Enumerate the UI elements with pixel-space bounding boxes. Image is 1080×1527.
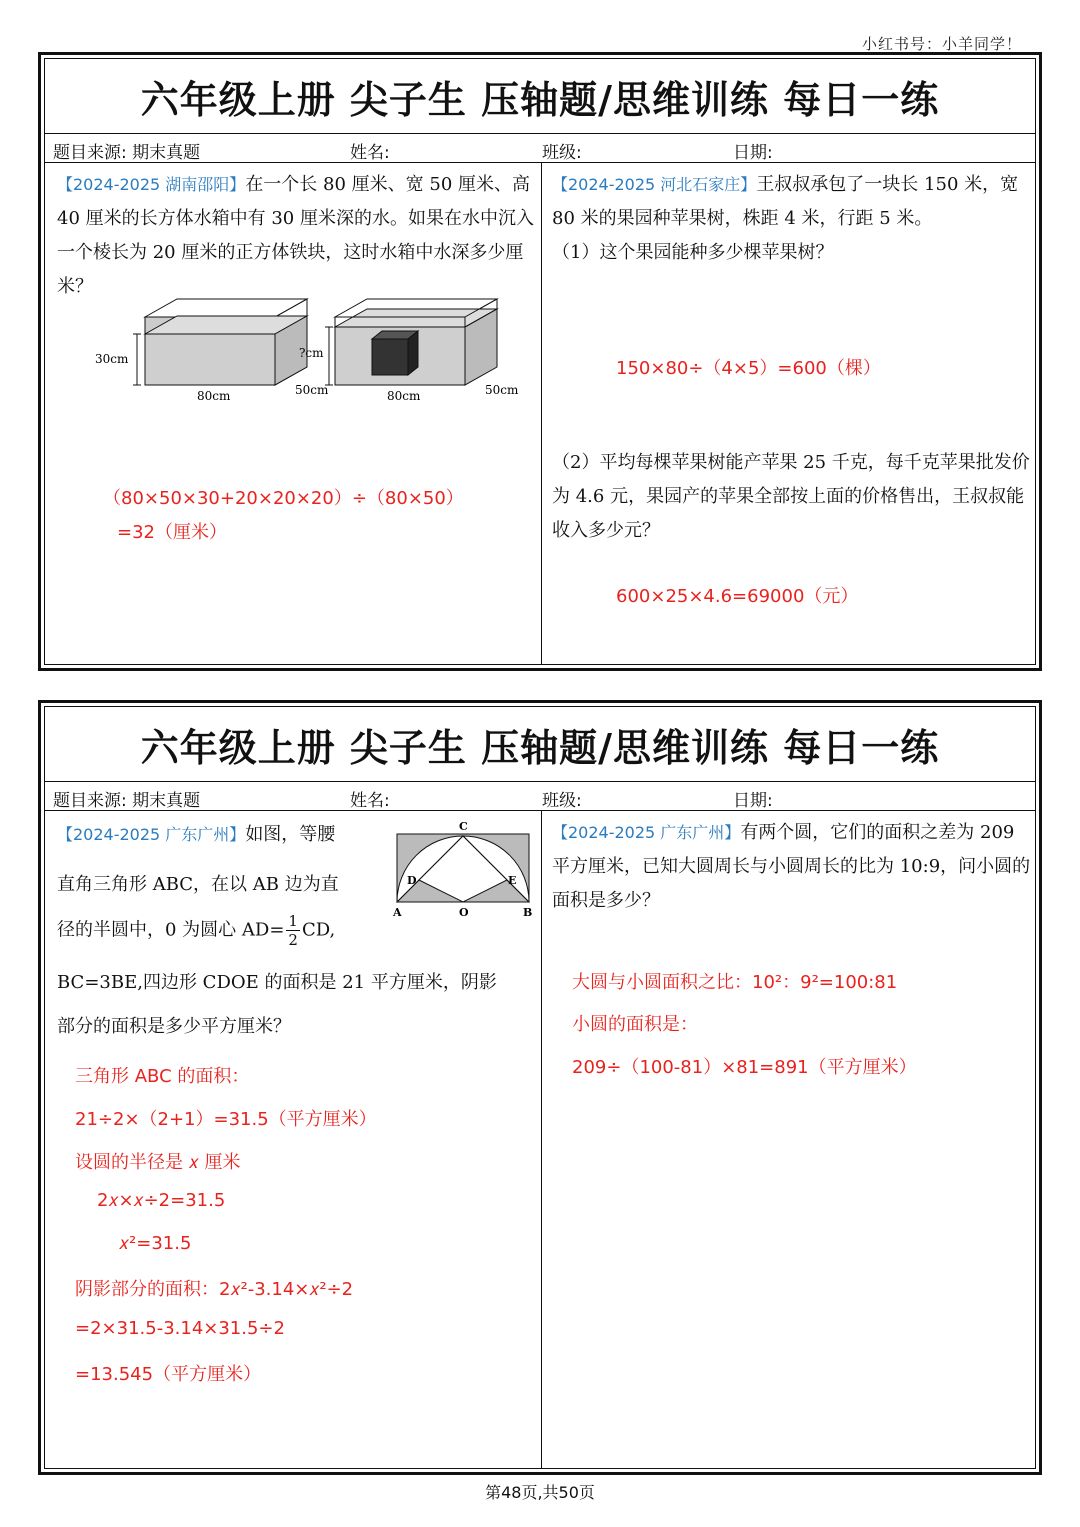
source-label: 题目来源: 期末真题	[53, 143, 201, 163]
question-right	[542, 162, 1035, 664]
answer-line: =13.545（平方厘米）	[75, 1364, 262, 1385]
water-tank-figure	[95, 294, 519, 403]
answer-line: 三角形 ABC 的面积：	[75, 1066, 250, 1087]
name-field	[350, 786, 508, 811]
answer-line: =32（厘米）	[117, 522, 227, 543]
point-c: C	[459, 820, 468, 833]
fraction: $\frac{1}{2}$	[288, 912, 298, 949]
label-50cm-b: 50cm	[485, 383, 519, 397]
point-a: A	[393, 906, 402, 919]
question-source: 【2024-2025 广东广州】	[552, 823, 741, 842]
label-unknown-cm: ?cm	[299, 346, 324, 360]
date-field	[733, 786, 891, 811]
question-source: 【2024-2025 河北石家庄】	[552, 175, 757, 194]
class-label: 班级:	[542, 791, 582, 811]
label-50cm-a: 50cm	[295, 383, 329, 397]
label-30cm: 30cm	[95, 352, 129, 366]
question-source: 【2024-2025 广东广州】	[57, 825, 246, 844]
name-label: 姓名:	[350, 791, 390, 811]
question-columns	[45, 810, 1035, 1468]
label-80cm-b: 80cm	[387, 389, 421, 403]
question-text	[552, 816, 1034, 918]
question-body: 有两个圆，它们的面积之差为 209 平方厘米，已知大圆周长与小圆周长的比为 10:9，问小圆的面积是多少？	[552, 822, 1031, 911]
answer-line: （80×50×30+20×20×20）÷（80×50）	[103, 488, 464, 509]
date-label: 日期:	[733, 791, 773, 811]
class-field	[542, 786, 700, 811]
question-line: 直角三角形 ABC，在以 AB 边为直	[57, 874, 339, 895]
date-field	[733, 138, 891, 163]
question-text	[552, 168, 1034, 236]
worksheet-1	[38, 52, 1042, 671]
date-label: 日期:	[733, 143, 773, 163]
watermark: 小红书号：小羊同学！	[861, 35, 1022, 53]
answer-line: 209÷（100-81）×81=891（平方厘米）	[572, 1057, 917, 1078]
point-o: O	[459, 906, 469, 919]
answer-line: 𝑥²=31.5	[119, 1233, 192, 1254]
source-label: 题目来源: 期末真题	[53, 791, 201, 811]
answer-line: 设圆的半径是 𝑥 厘米	[75, 1152, 241, 1173]
name-field	[350, 138, 508, 163]
page-footer: 第48页,共50页	[485, 1483, 595, 1502]
question-body: 王叔叔承包了一块长 150 米，宽 80 米的果园种苹果树，株距 4 米，行距 5 米。	[552, 174, 1019, 229]
question-right	[542, 810, 1035, 1468]
question-text	[57, 818, 335, 852]
question-text	[57, 168, 535, 304]
answer-line: 600×25×4.6=69000（元）	[616, 586, 859, 607]
question-body: 如图，等腰	[245, 824, 336, 845]
sub-question-1: （1）这个果园能种多少棵苹果树？	[552, 242, 834, 263]
label-80cm-a: 80cm	[197, 389, 231, 403]
answer-line: 150×80÷（4×5）=600（棵）	[616, 358, 881, 379]
class-label: 班级:	[542, 143, 582, 163]
answer-line: 2𝑥×𝑥÷2=31.5	[97, 1190, 226, 1211]
semicircle-figure	[393, 818, 533, 918]
answer-line: 小圆的面积是：	[572, 1014, 698, 1035]
info-row	[45, 134, 1035, 163]
question-source: 【2024-2025 湖南邵阳】	[57, 175, 246, 194]
sub-question-2: （2）平均每棵苹果树能产苹果 25 千克，每千克苹果批发价为 4.6 元，果园产的苹果全部按上面的价格售出，王叔叔能收入多少元？	[552, 452, 1030, 541]
point-e: E	[508, 874, 517, 887]
question-columns	[45, 162, 1035, 664]
class-field	[542, 138, 700, 163]
answer-line: 大圆与小圆面积之比：10²：9²=100:81	[572, 972, 898, 993]
question-line: 径的半圆中，0 为圆心 AD= $\frac{1}{2}$ CD,	[57, 912, 336, 949]
question-line: 部分的面积是多少平方厘米？	[57, 1016, 291, 1037]
question-body: 在一个长 80 厘米、宽 50 厘米、高 40 厘米的长方体水箱中有 30 厘米深的水。如果在水中沉入一个棱长为 20 厘米的正方体铁块，这时水箱中水深多少厘米？	[57, 174, 534, 297]
worksheet-2	[38, 700, 1042, 1475]
answer-line: 阴影部分的面积：2𝑥²-3.14×𝑥²÷2	[75, 1279, 354, 1300]
sheet-title: 六年级上册 尖子生 压轴题/思维训练 每日一练	[45, 59, 1035, 134]
sheet-title: 六年级上册 尖子生 压轴题/思维训练 每日一练	[45, 707, 1035, 782]
info-row	[45, 782, 1035, 811]
point-b: B	[523, 906, 533, 919]
point-d: D	[407, 874, 417, 887]
answer-line: 21÷2×（2+1）=31.5（平方厘米）	[75, 1109, 377, 1130]
name-label: 姓名:	[350, 143, 390, 163]
question-left	[45, 810, 542, 1468]
question-left	[45, 162, 542, 664]
answer-line: =2×31.5-3.14×31.5÷2	[75, 1318, 285, 1339]
question-line: BC=3BE,四边形 CDOE 的面积是 21 平方厘米，阴影	[57, 972, 497, 993]
